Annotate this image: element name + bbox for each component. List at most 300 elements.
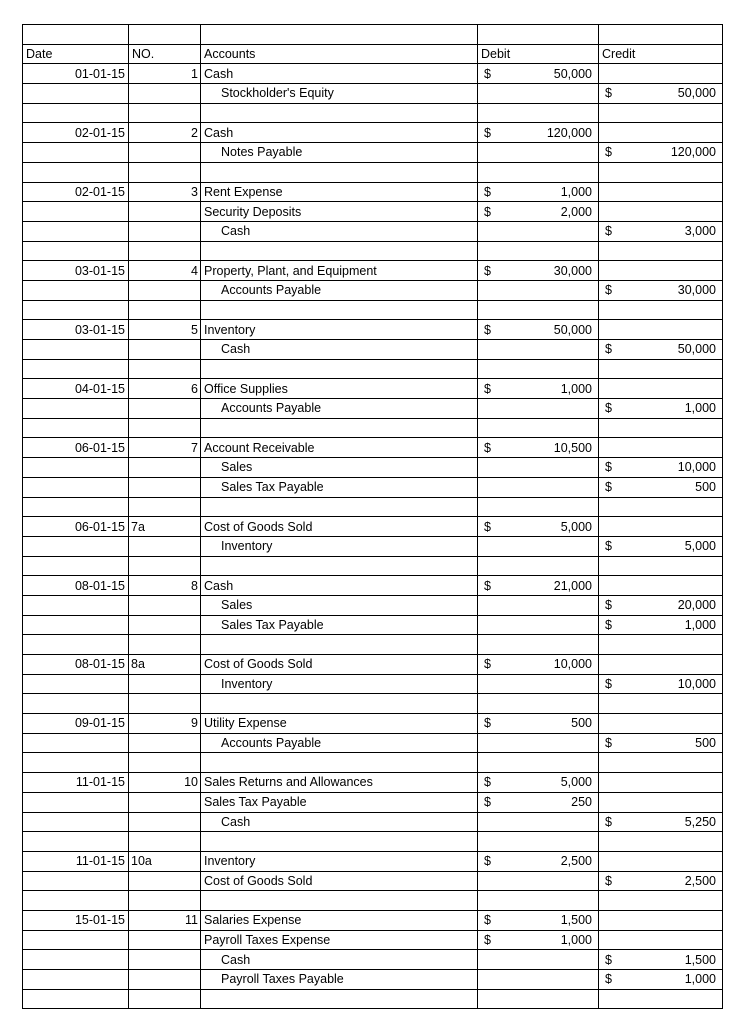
entry-number: 3 xyxy=(129,182,201,202)
credit-cell xyxy=(599,399,723,419)
blank-cell xyxy=(23,615,129,635)
blank-cell xyxy=(478,733,599,753)
blank-cell xyxy=(599,832,723,852)
debit-cell xyxy=(478,773,599,793)
blank-cell xyxy=(23,733,129,753)
blank-cell xyxy=(23,477,129,497)
blank-cell xyxy=(129,497,201,517)
entry-number: 9 xyxy=(129,714,201,734)
blank-cell xyxy=(599,556,723,576)
account-name: Notes Payable xyxy=(201,143,478,163)
blank-cell xyxy=(478,241,599,261)
blank-cell xyxy=(478,753,599,773)
blank-cell xyxy=(599,261,723,281)
blank-cell xyxy=(599,320,723,340)
account-name: Payroll Taxes Expense xyxy=(201,930,478,950)
blank-cell xyxy=(478,84,599,104)
debit-cell-amount: 50,000 xyxy=(553,66,592,81)
blank-cell xyxy=(599,694,723,714)
entry-line-row xyxy=(23,143,723,163)
blank-cell xyxy=(599,379,723,399)
blank-cell xyxy=(478,871,599,891)
blank-cell xyxy=(599,438,723,458)
blank-cell xyxy=(129,812,201,832)
journal-body xyxy=(23,25,723,1009)
entry-date: 09-01-15 xyxy=(23,714,129,734)
debit-cell-amount: 1,000 xyxy=(560,932,592,947)
debit-header: Debit xyxy=(478,44,599,64)
account-name: Inventory xyxy=(201,674,478,694)
blank-cell xyxy=(599,25,723,45)
credit-cell-amount: 1,500 xyxy=(684,952,716,967)
currency-symbol: $ xyxy=(605,873,612,888)
entry-number: 6 xyxy=(129,379,201,399)
account-name: Cash xyxy=(201,576,478,596)
credit-cell xyxy=(599,340,723,360)
blank-cell xyxy=(129,103,201,123)
blank-cell xyxy=(599,418,723,438)
entry-line-row xyxy=(23,202,723,222)
debit-cell xyxy=(478,792,599,812)
blank-cell xyxy=(23,399,129,419)
blank-cell xyxy=(129,202,201,222)
blank-cell xyxy=(599,851,723,871)
currency-symbol: $ xyxy=(605,145,612,160)
entry-line-row xyxy=(23,399,723,419)
entry-date: 02-01-15 xyxy=(23,123,129,143)
separator-row xyxy=(23,832,723,852)
account-name: Cost of Goods Sold xyxy=(201,517,478,537)
entry-number: 11 xyxy=(129,910,201,930)
blank-cell xyxy=(129,871,201,891)
currency-symbol: $ xyxy=(484,381,491,396)
blank-cell xyxy=(129,970,201,990)
account-name: Security Deposits xyxy=(201,202,478,222)
blank-cell xyxy=(201,359,478,379)
blank-cell xyxy=(23,300,129,320)
separator-row xyxy=(23,556,723,576)
account-name: Cash xyxy=(201,812,478,832)
blank-cell xyxy=(478,477,599,497)
entry-line-row xyxy=(23,950,723,970)
blank-cell xyxy=(478,458,599,478)
account-name: Sales Tax Payable xyxy=(201,792,478,812)
blank-cell xyxy=(599,497,723,517)
debit-cell-amount: 1,000 xyxy=(560,184,592,199)
blank-cell xyxy=(599,753,723,773)
blank-cell xyxy=(129,950,201,970)
blank-cell xyxy=(599,202,723,222)
separator-row xyxy=(23,694,723,714)
blank-cell xyxy=(23,143,129,163)
entry-line-row xyxy=(23,970,723,990)
debit-cell xyxy=(478,851,599,871)
entry-row xyxy=(23,64,723,84)
debit-cell xyxy=(478,576,599,596)
currency-symbol: $ xyxy=(484,440,491,455)
blank-cell xyxy=(129,340,201,360)
entry-row xyxy=(23,714,723,734)
entry-row xyxy=(23,123,723,143)
entry-line-row xyxy=(23,674,723,694)
entry-date: 15-01-15 xyxy=(23,910,129,930)
currency-symbol: $ xyxy=(484,657,491,672)
entry-line-row xyxy=(23,930,723,950)
blank-cell xyxy=(599,103,723,123)
blank-cell xyxy=(23,694,129,714)
account-name: Inventory xyxy=(201,536,478,556)
entry-line-row xyxy=(23,458,723,478)
currency-symbol: $ xyxy=(484,775,491,790)
blank-cell xyxy=(599,773,723,793)
currency-symbol: $ xyxy=(605,617,612,632)
blank-cell xyxy=(129,930,201,950)
blank-cell xyxy=(478,536,599,556)
blank-cell xyxy=(23,595,129,615)
blank-cell xyxy=(23,812,129,832)
blank-cell xyxy=(478,595,599,615)
blank-cell xyxy=(129,359,201,379)
date-header: Date xyxy=(23,44,129,64)
currency-symbol: $ xyxy=(605,952,612,967)
header-row xyxy=(23,44,723,64)
separator-row xyxy=(23,241,723,261)
account-name: Account Receivable xyxy=(201,438,478,458)
entry-number: 8 xyxy=(129,576,201,596)
currency-symbol: $ xyxy=(484,263,491,278)
credit-cell xyxy=(599,970,723,990)
blank-cell xyxy=(129,477,201,497)
credit-cell xyxy=(599,674,723,694)
debit-cell-amount: 2,500 xyxy=(560,854,592,869)
debit-cell xyxy=(478,655,599,675)
entry-date: 03-01-15 xyxy=(23,320,129,340)
entry-number: 5 xyxy=(129,320,201,340)
blank-cell xyxy=(23,162,129,182)
blank-cell xyxy=(23,458,129,478)
account-name: Accounts Payable xyxy=(201,399,478,419)
blank-cell xyxy=(599,123,723,143)
blank-cell xyxy=(129,615,201,635)
blank-cell xyxy=(201,418,478,438)
credit-cell xyxy=(599,280,723,300)
debit-cell xyxy=(478,320,599,340)
blank-cell xyxy=(599,714,723,734)
currency-symbol: $ xyxy=(605,283,612,298)
account-name: Accounts Payable xyxy=(201,733,478,753)
blank-cell xyxy=(201,635,478,655)
blank-cell xyxy=(23,340,129,360)
entry-number: 2 xyxy=(129,123,201,143)
blank-cell xyxy=(599,792,723,812)
blank-cell xyxy=(129,733,201,753)
currency-symbol: $ xyxy=(605,460,612,475)
entry-number: 7a xyxy=(129,517,201,537)
blank-cell xyxy=(23,753,129,773)
blank-cell xyxy=(129,989,201,1009)
blank-cell xyxy=(478,25,599,45)
currency-symbol: $ xyxy=(484,125,491,140)
account-name: Cash xyxy=(201,950,478,970)
entry-line-row xyxy=(23,477,723,497)
blank-cell xyxy=(23,891,129,911)
blank-cell xyxy=(478,970,599,990)
credit-cell xyxy=(599,477,723,497)
account-name: Cash xyxy=(201,340,478,360)
entry-row xyxy=(23,655,723,675)
entry-number: 1 xyxy=(129,64,201,84)
blank-cell xyxy=(478,340,599,360)
currency-symbol: $ xyxy=(605,86,612,101)
credit-cell xyxy=(599,143,723,163)
account-name: Inventory xyxy=(201,851,478,871)
debit-cell-amount: 1,500 xyxy=(560,913,592,928)
entry-number: 10a xyxy=(129,851,201,871)
blank-cell xyxy=(129,694,201,714)
account-name: Accounts Payable xyxy=(201,280,478,300)
blank-cell xyxy=(201,162,478,182)
account-name: Sales xyxy=(201,595,478,615)
blank-cell xyxy=(129,753,201,773)
blank-cell xyxy=(23,418,129,438)
debit-cell-amount: 250 xyxy=(571,795,592,810)
blank-cell xyxy=(129,556,201,576)
entry-number: 8a xyxy=(129,655,201,675)
blank-cell xyxy=(478,497,599,517)
blank-cell xyxy=(201,891,478,911)
credit-cell xyxy=(599,458,723,478)
debit-cell xyxy=(478,438,599,458)
entry-date: 08-01-15 xyxy=(23,576,129,596)
blank-cell xyxy=(201,989,478,1009)
account-name: Utility Expense xyxy=(201,714,478,734)
blank-cell xyxy=(599,182,723,202)
blank-cell xyxy=(478,635,599,655)
separator-row xyxy=(23,635,723,655)
blank-cell xyxy=(129,84,201,104)
debit-cell-amount: 500 xyxy=(571,716,592,731)
blank-cell xyxy=(23,241,129,261)
entry-line-row xyxy=(23,792,723,812)
separator-row xyxy=(23,103,723,123)
account-name: Sales Tax Payable xyxy=(201,615,478,635)
blank-cell xyxy=(478,143,599,163)
entry-row xyxy=(23,773,723,793)
blank-cell xyxy=(129,891,201,911)
currency-symbol: $ xyxy=(484,716,491,731)
debit-cell xyxy=(478,123,599,143)
blank-cell xyxy=(129,162,201,182)
blank-cell xyxy=(478,418,599,438)
credit-cell xyxy=(599,536,723,556)
blank-cell xyxy=(599,241,723,261)
entry-line-row xyxy=(23,733,723,753)
credit-header: Credit xyxy=(599,44,723,64)
blank-cell xyxy=(129,143,201,163)
blank-cell xyxy=(478,832,599,852)
blank-cell xyxy=(201,103,478,123)
blank-cell xyxy=(23,359,129,379)
entry-row xyxy=(23,320,723,340)
blank-cell xyxy=(129,536,201,556)
credit-cell-amount: 1,000 xyxy=(684,617,716,632)
credit-cell-amount: 20,000 xyxy=(677,598,716,613)
credit-cell xyxy=(599,733,723,753)
currency-symbol: $ xyxy=(484,578,491,593)
debit-cell-amount: 1,000 xyxy=(560,381,592,396)
credit-cell-amount: 2,500 xyxy=(684,873,716,888)
account-name: Cash xyxy=(201,123,478,143)
blank-cell xyxy=(478,812,599,832)
entry-number: 7 xyxy=(129,438,201,458)
blank-cell xyxy=(23,970,129,990)
accounts-header: Accounts xyxy=(201,44,478,64)
blank-cell xyxy=(23,221,129,241)
blank-cell xyxy=(478,694,599,714)
blank-cell xyxy=(23,25,129,45)
account-name: Inventory xyxy=(201,320,478,340)
entry-line-row xyxy=(23,84,723,104)
debit-cell-amount: 10,500 xyxy=(553,440,592,455)
entry-line-row xyxy=(23,615,723,635)
credit-cell xyxy=(599,84,723,104)
credit-cell-amount: 5,000 xyxy=(684,539,716,554)
currency-symbol: $ xyxy=(605,598,612,613)
credit-cell-amount: 30,000 xyxy=(677,283,716,298)
debit-cell xyxy=(478,714,599,734)
blank-cell xyxy=(599,517,723,537)
currency-symbol: $ xyxy=(484,795,491,810)
blank-cell xyxy=(478,162,599,182)
blank-cell xyxy=(599,891,723,911)
entry-line-row xyxy=(23,536,723,556)
blank-cell xyxy=(599,635,723,655)
credit-cell-amount: 1,000 xyxy=(684,972,716,987)
blank-cell xyxy=(478,280,599,300)
blank-cell xyxy=(129,418,201,438)
credit-cell xyxy=(599,950,723,970)
blank-cell xyxy=(129,458,201,478)
credit-cell xyxy=(599,812,723,832)
blank-cell xyxy=(23,674,129,694)
currency-symbol: $ xyxy=(605,677,612,692)
blank-cell xyxy=(23,280,129,300)
blank-cell xyxy=(478,221,599,241)
blank-cell xyxy=(129,595,201,615)
account-name: Cash xyxy=(201,221,478,241)
blank-cell xyxy=(478,556,599,576)
blank-cell xyxy=(23,103,129,123)
credit-cell-amount: 50,000 xyxy=(677,86,716,101)
entry-line-row xyxy=(23,280,723,300)
blank-cell xyxy=(201,753,478,773)
credit-cell-amount: 500 xyxy=(695,736,716,751)
credit-cell-amount: 500 xyxy=(695,480,716,495)
entry-row xyxy=(23,379,723,399)
debit-cell xyxy=(478,379,599,399)
blank-cell xyxy=(599,64,723,84)
blank-cell xyxy=(201,241,478,261)
entry-date: 02-01-15 xyxy=(23,182,129,202)
blank-cell xyxy=(23,930,129,950)
entry-date: 06-01-15 xyxy=(23,517,129,537)
entry-line-row xyxy=(23,340,723,360)
account-name: Cash xyxy=(201,64,478,84)
blank-cell xyxy=(478,674,599,694)
credit-cell-amount: 10,000 xyxy=(677,460,716,475)
blank-cell xyxy=(23,792,129,812)
blank-cell xyxy=(201,694,478,714)
debit-cell-amount: 2,000 xyxy=(560,204,592,219)
blank-cell xyxy=(129,25,201,45)
account-name: Property, Plant, and Equipment xyxy=(201,261,478,281)
debit-cell xyxy=(478,930,599,950)
debit-cell xyxy=(478,182,599,202)
account-name: Sales xyxy=(201,458,478,478)
currency-symbol: $ xyxy=(605,480,612,495)
blank-cell xyxy=(599,359,723,379)
account-name: Sales Tax Payable xyxy=(201,477,478,497)
account-name: Payroll Taxes Payable xyxy=(201,970,478,990)
separator-row xyxy=(23,162,723,182)
blank-cell xyxy=(129,300,201,320)
account-name: Cost of Goods Sold xyxy=(201,871,478,891)
separator-row xyxy=(23,300,723,320)
blank-cell xyxy=(201,832,478,852)
credit-cell-amount: 50,000 xyxy=(677,342,716,357)
blank-cell xyxy=(599,910,723,930)
blank-cell xyxy=(478,359,599,379)
currency-symbol: $ xyxy=(484,204,491,219)
debit-cell-amount: 50,000 xyxy=(553,322,592,337)
blank-cell xyxy=(23,950,129,970)
blank-cell xyxy=(23,84,129,104)
blank-cell xyxy=(129,280,201,300)
credit-cell-amount: 10,000 xyxy=(677,677,716,692)
debit-cell xyxy=(478,517,599,537)
blank-cell xyxy=(478,103,599,123)
entry-row xyxy=(23,182,723,202)
currency-symbol: $ xyxy=(484,913,491,928)
separator-row xyxy=(23,989,723,1009)
currency-symbol: $ xyxy=(605,401,612,416)
blank-cell xyxy=(478,891,599,911)
debit-cell xyxy=(478,910,599,930)
blank-cell xyxy=(478,989,599,1009)
blank-cell xyxy=(599,300,723,320)
blank-cell xyxy=(599,162,723,182)
blank-cell xyxy=(478,300,599,320)
currency-symbol: $ xyxy=(605,539,612,554)
journal-table xyxy=(22,24,723,1009)
entry-line-row xyxy=(23,595,723,615)
account-name: Stockholder's Equity xyxy=(201,84,478,104)
account-name: Cost of Goods Sold xyxy=(201,655,478,675)
blank-cell xyxy=(129,241,201,261)
blank-cell xyxy=(201,300,478,320)
blank-cell xyxy=(201,497,478,517)
separator-row xyxy=(23,753,723,773)
blank-cell xyxy=(129,674,201,694)
blank-cell xyxy=(599,576,723,596)
debit-cell xyxy=(478,202,599,222)
credit-cell-amount: 1,000 xyxy=(684,401,716,416)
entry-date: 03-01-15 xyxy=(23,261,129,281)
credit-cell xyxy=(599,595,723,615)
entry-date: 11-01-15 xyxy=(23,773,129,793)
blank-cell xyxy=(23,536,129,556)
entry-row xyxy=(23,517,723,537)
